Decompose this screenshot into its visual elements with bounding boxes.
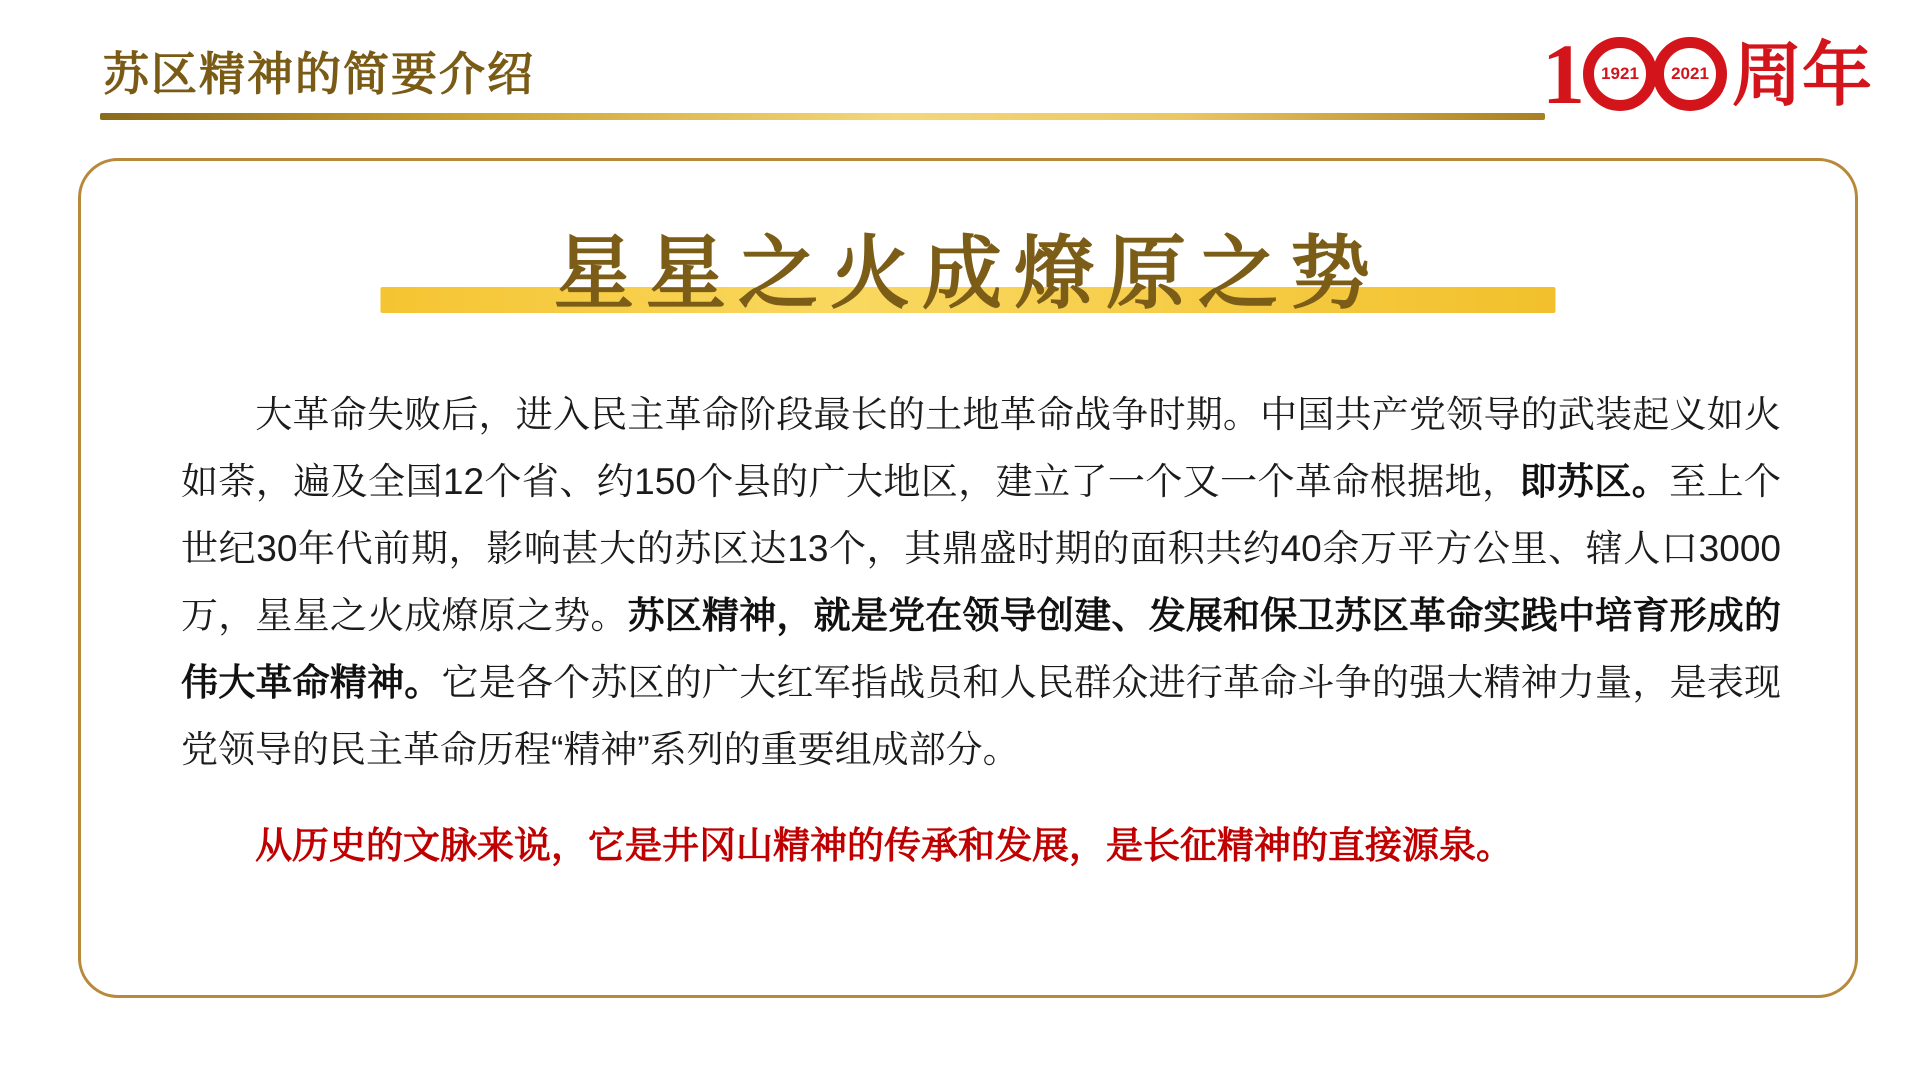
paragraph-run: 至上个世纪30年代前期，影响甚大的苏区达13个，其鼎盛时期的面积共约40余万平方公里、辖人口3000万，星星之火成燎原之势。: [181, 461, 1782, 636]
anniversary-ring-2021: [1653, 37, 1727, 111]
paragraph-run: 大革命失败后，进入民主革命阶段最长的土地革命战争时期。中国共产党领导的武装起义如火如荼，遍及全国12个省、约150个县的广大地区，建立了一个又一个革命根据地，: [181, 394, 1781, 502]
anniversary-logo: [1542, 28, 1872, 120]
body-paragraph: [181, 381, 1781, 783]
paragraph-emphasis: 即苏区。: [1519, 461, 1670, 502]
content-card: [78, 158, 1858, 998]
paragraph-run: 它是各个苏区的广大红军指战员和人民群众进行革命斗争的强大精神力量，是表现党领导的民主革命历程“精神”系列的重要组成部分。: [181, 662, 1781, 770]
anniversary-ring-1921: [1583, 37, 1657, 111]
slide-header: [0, 0, 1920, 150]
anniversary-100: [1542, 28, 1727, 120]
paragraph-emphasis: 苏区精神，就是党在领导创建、发展和保卫苏区革命实践中培育形成的伟大革命精神。: [181, 595, 1782, 703]
anniversary-digit-one: 1: [1542, 26, 1585, 122]
conclusion-run: 从历史的文脉来说，它是井冈山精神的传承和发展，是长征精神的直接源泉。: [255, 825, 1513, 866]
anniversary-year-2021: 2021: [1671, 64, 1709, 83]
conclusion-text: [181, 816, 1781, 876]
anniversary-year-1921: 1921: [1601, 64, 1639, 83]
headline-block: [368, 209, 1568, 319]
headline-text: 星星之火成燎原之势: [554, 231, 1382, 319]
anniversary-label: 周年: [1732, 36, 1872, 114]
page-title: 苏区精神的简要介绍: [103, 48, 535, 100]
header-divider: [100, 113, 1545, 120]
